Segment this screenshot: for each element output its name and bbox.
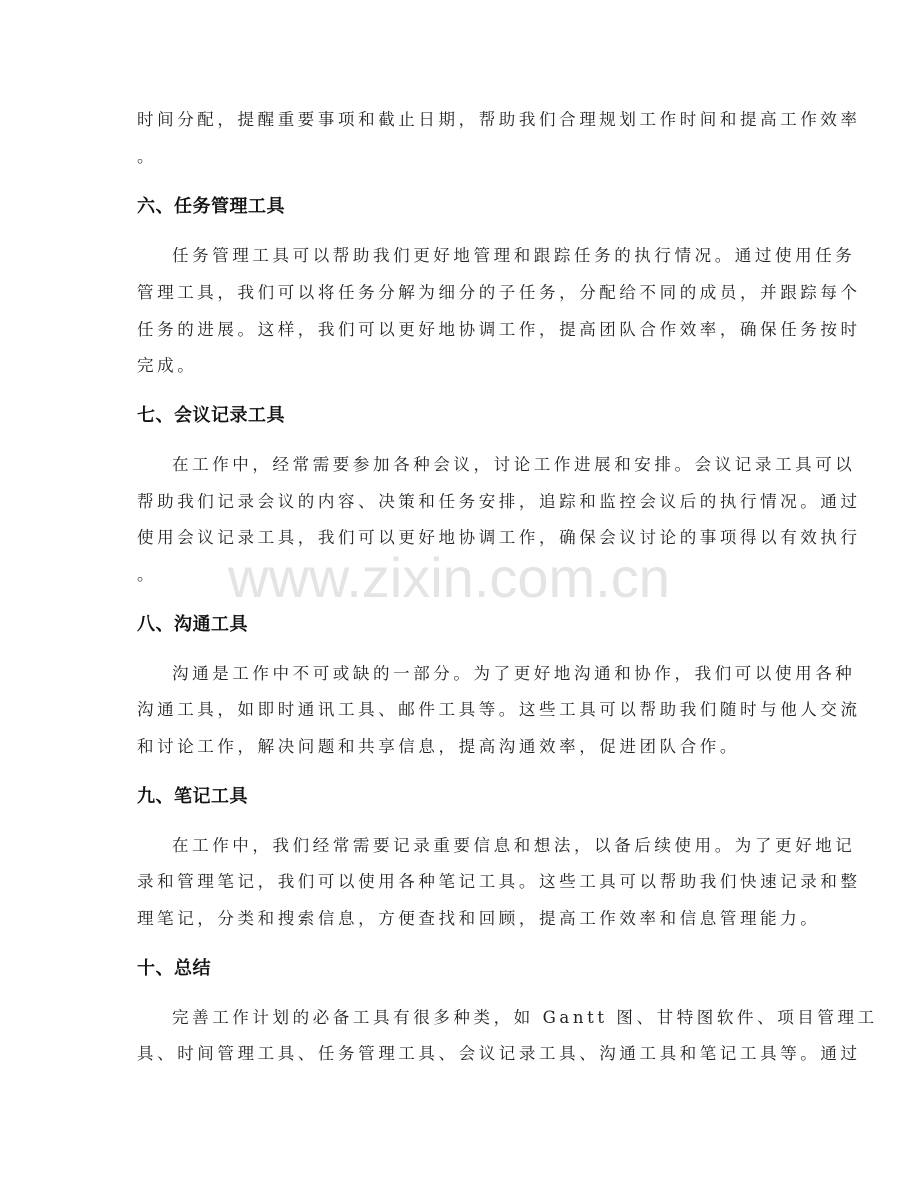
section-heading-summary: 十、总结	[137, 958, 211, 979]
section-heading-note-taking: 九、笔记工具	[137, 786, 248, 807]
section-heading-communication: 八、沟通工具	[137, 614, 248, 635]
paragraph-line: 理笔记，分类和搜索信息，方便查找和回顾，提高工作效率和信息管理能力。	[137, 909, 821, 928]
paragraph-line: 录和管理笔记，我们可以使用各种笔记工具。这些工具可以帮助我们快速记录和整	[137, 872, 861, 891]
paragraph-line: 时间分配，提醒重要事项和截止日期，帮助我们合理规划工作时间和提高工作效率	[137, 110, 861, 129]
paragraph-line: 沟通是工作中不可或缺的一部分。为了更好地沟通和协作，我们可以使用各种	[172, 664, 856, 683]
paragraph-line: 完善工作计划的必备工具有很多种类，如 Gantt 图、甘特图软件、项目管理工	[172, 1008, 878, 1027]
paragraph-line: 任务管理工具可以帮助我们更好地管理和跟踪任务的执行情况。通过使用任务	[172, 246, 856, 265]
paragraph-line: 和讨论工作，解决问题和共享信息，提高沟通效率，促进团队合作。	[137, 737, 740, 756]
paragraph-line: 帮助我们记录会议的内容、决策和任务安排，追踪和监控会议后的执行情况。通过	[137, 492, 861, 511]
watermark: www.zixin.com.cn	[228, 546, 670, 609]
paragraph-line: 任务的进展。这样，我们可以更好地协调工作，提高团队合作效率，确保任务按时	[137, 320, 861, 339]
paragraph-line: 完成。	[137, 356, 198, 375]
paragraph-line: 具、时间管理工具、任务管理工具、会议记录工具、沟通工具和笔记工具等。通过	[137, 1044, 861, 1063]
paragraph-line: 。	[137, 147, 158, 166]
paragraph-line: 。	[137, 565, 158, 584]
paragraph-line: 在工作中，我们经常需要记录重要信息和想法，以备后续使用。为了更好地记	[172, 836, 856, 855]
paragraph-line: 沟通工具，如即时通讯工具、邮件工具等。这些工具可以帮助我们随时与他人交流	[137, 700, 861, 719]
section-heading-meeting-notes: 七、会议记录工具	[137, 405, 285, 426]
paragraph-line: 管理工具，我们可以将任务分解为细分的子任务，分配给不同的成员，并跟踪每个	[137, 283, 861, 302]
section-heading-task-management: 六、任务管理工具	[137, 196, 285, 217]
paragraph-line: 在工作中，经常需要参加各种会议，讨论工作进展和安排。会议记录工具可以	[172, 455, 856, 474]
paragraph-line: 使用会议记录工具，我们可以更好地协调工作，确保会议讨论的事项得以有效执行	[137, 528, 861, 547]
